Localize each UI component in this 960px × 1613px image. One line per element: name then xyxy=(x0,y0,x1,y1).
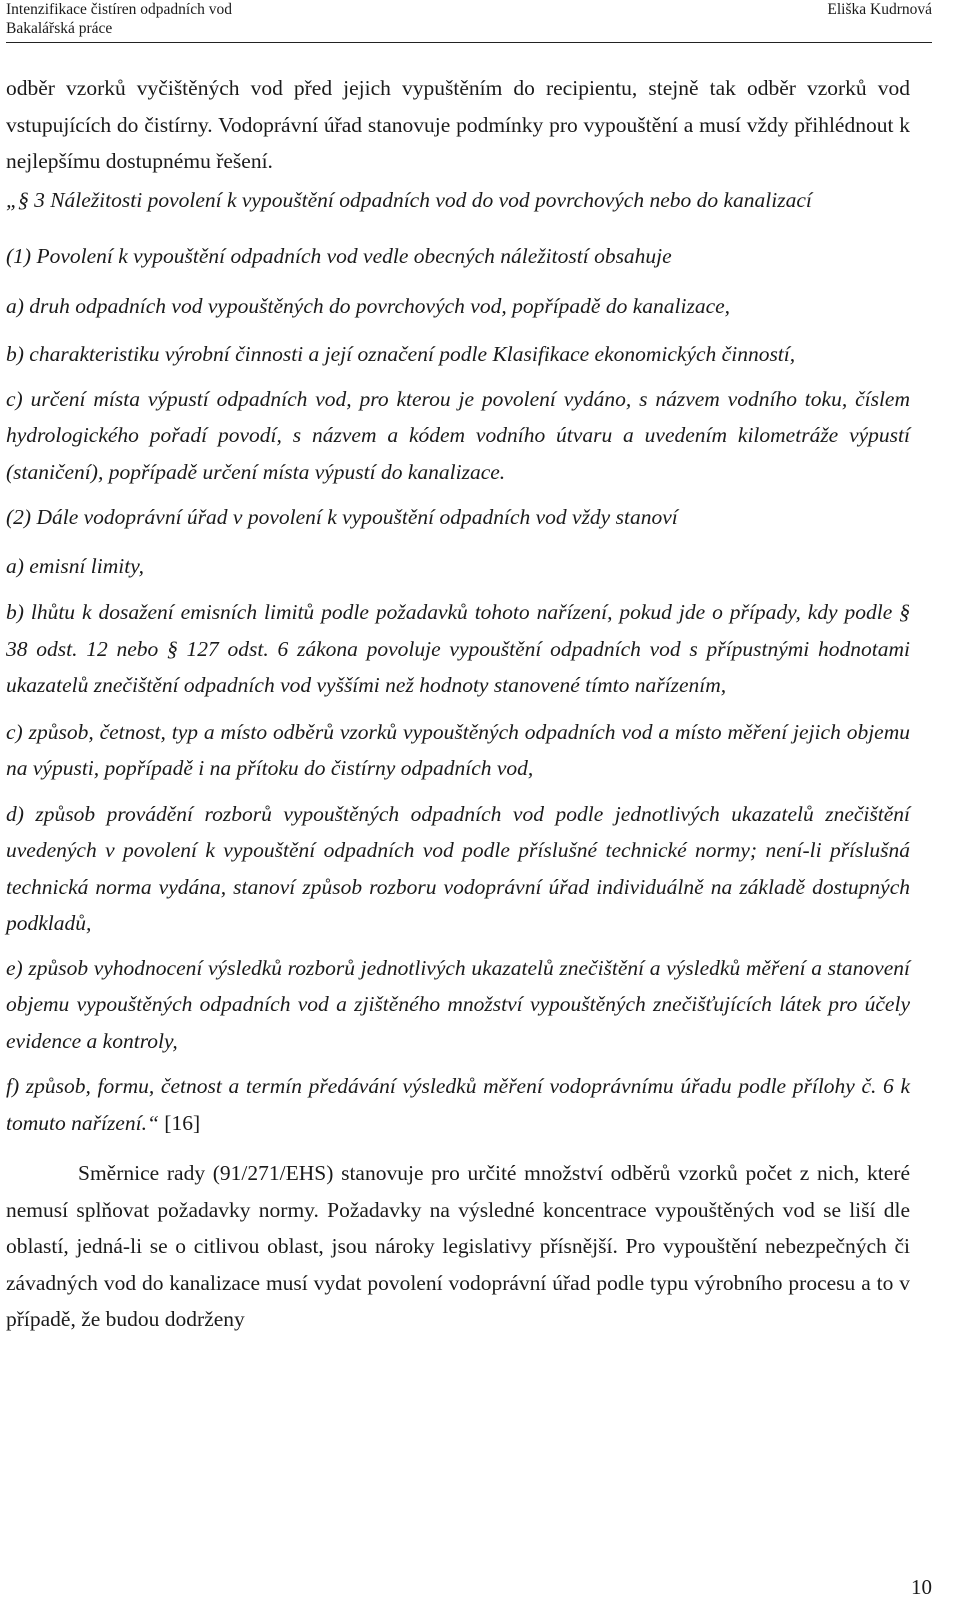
header-left xyxy=(6,0,232,38)
section-2-item-f-text: f) způsob, formu, četnost a termín předávání výsledků měření vodoprávnímu úřadu podle přílohy č. 6 k tomuto nařízení.“ xyxy=(6,1074,910,1135)
section-2-item-d: d) způsob provádění rozborů vypouštěných odpadních vod podle jednotlivých ukazatelů znečištění uvedených v povolení k vypouštění odpadních vod podle příslušné technické normy; není-li příslušná technická norma vydána, stanoví způsob rozboru vodoprávní úřad individuálně na základě dostupných podkladů, xyxy=(6,801,910,935)
quote-heading: „§ 3 Náležitosti povolení k vypouštění odpadních vod do vod povrchových nebo do kanalizací xyxy=(6,187,812,212)
header-doc-title: Intenzifikace čistíren odpadních vod xyxy=(6,1,232,18)
section-1-item-b: b) charakteristiku výrobní činnosti a její označení podle Klasifikace ekonomických činností, xyxy=(6,342,796,366)
section-2-intro: (2) Dále vodoprávní úřad v povolení k vypouštění odpadních vod vždy stanoví xyxy=(6,505,678,529)
page-number: 10 xyxy=(911,1575,932,1599)
intro-paragraph: odběr vzorků vyčištěných vod před jejich vypuštěním do recipientu, stejně tak odběr vzorků vod vstupujících do čistírny. Vodoprávní úřad stanovuje podmínky pro vypouštění a musí vždy přihlédnout k nejlepšímu dostupnému řešení. xyxy=(6,76,910,173)
page-header xyxy=(6,0,932,43)
closing-paragraph: Směrnice rady (91/271/EHS) stanovuje pro určité množství odběrů vzorků počet z nich, které nemusí splňovat požadavky normy. Požadavky na výsledné koncentrace vypouštěných vod se liší dle oblastí, jedná-li se o citlivou oblast, jsou nároky legislativy přísnější. Pro vypouštění nebezpečných či závadných vod do kanalizace musí vydat povolení vodoprávní úřad podle typu výrobního procesu a to v případě, že budou dodrženy xyxy=(6,1161,910,1331)
header-author: Eliška Kudrnová xyxy=(827,1,932,18)
section-2-item-e: e) způsob vyhodnocení výsledků rozborů jednotlivých ukazatelů znečištění a výsledků měření a stanovení objemu vypouštěných odpadních vod a zjištěného množství vypouštěných znečišťujících látek pro účely evidence a kontroly, xyxy=(6,955,910,1053)
section-1-item-a: a) druh odpadních vod vypouštěných do povrchových vod, popřípadě do kanalizace, xyxy=(6,293,731,318)
section-2-item-c: c) způsob, četnost, typ a místo odběrů vzorků vypouštěných odpadních vod a místo měření jejich objemu na výpusti, popřípadě i na přítoku do čistírny odpadních vod, xyxy=(6,719,910,780)
page-content xyxy=(6,70,910,1338)
citation: [16] xyxy=(158,1110,201,1135)
header-doc-type: Bakalářská práce xyxy=(6,20,113,37)
section-1-intro: (1) Povolení k vypouštění odpadních vod vedle obecných náležitostí obsahuje xyxy=(6,244,672,268)
section-2-item-a: a) emisní limity, xyxy=(6,553,144,578)
section-2-item-f xyxy=(6,1068,910,1141)
section-1-item-c: c) určení místa výpustí odpadních vod, pro kterou je povolení vydáno, s názvem vodního toku, číslem hydrologického pořadí povodí, s názvem a kódem vodního útvaru a uvedením kilometráže výpustí (staničení), popřípadě určení místa výpustí do kanalizace. xyxy=(6,386,910,484)
section-2-item-b: b) lhůtu k dosažení emisních limitů podle požadavků tohoto nařízení, pokud jde o případy, kdy podle § 38 odst. 12 nebo § 127 odst. 6 zákona povoluje vypouštění odpadních vod s přípustnými hodnotami ukazatelů znečištění odpadních vod vyššími než hodnoty stanovené tímto nařízením, xyxy=(6,600,910,697)
